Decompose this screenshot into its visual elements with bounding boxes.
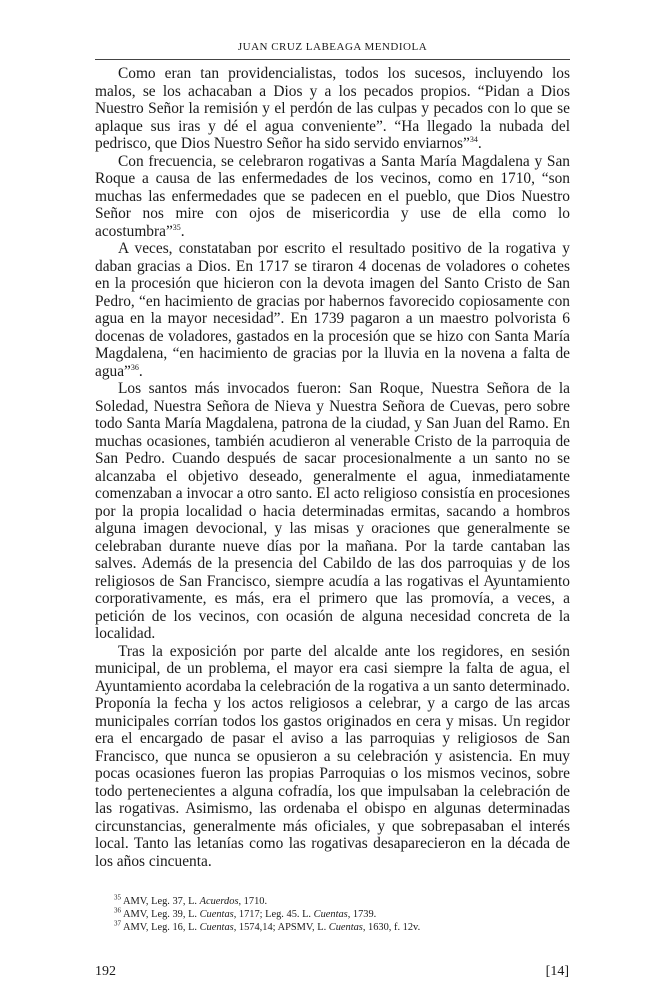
paragraph-text: A veces, constataban por escrito el resultado positivo de la rogativa y daban gracias a Dios. En 1717 se tiraron 4 docenas de voladores o cohetes en la procesión que hicieron con la devota imagen del Santo Cristo de San Pedro, “en hacimiento de gracias por habernos favorecido copiosamente con agua en la mayor necesidad”. En 1739 pagaron a un maestro polvorista 6 docenas de voladores, gastados en la procesión que se hizo con Santa María Magdalena, “en hacimiento de gracias por la lluvia en la novena a falta de agua” bbox=[95, 240, 570, 380]
paragraph-text: Tras la exposición por parte del alcalde ante los regidores, en sesión municipal, de un problema, el mayor era casi siempre la falta de agua, el Ayuntamiento acordaba la celebración de la rogativa a un santo determinado. Proponía la fecha y los actos religiosos a celebrar, y a cargo de las arcas municipales corrían todos los gastos originados en cera y misas. Un regidor era el encargado de pasar el aviso a las parroquias y religiosos de San Francisco, que nunca se opusieron a su celebración y asistencia. En muy pocas ocasiones fueron las propias Parroquias o los mismos vecinos, sobre todo pertenecientes a alguna cofradía, los que impulsaban la celebración de las rogativas. Asimismo, las ordenaba el obispo en algunas determinadas circunstancias, generalmente más oficiales, y que sobrepasaban el interés local. Tanto las letanías como las rogativas desaparecieron en la década de los años cincuenta. bbox=[95, 642, 570, 870]
paragraph bbox=[95, 643, 570, 871]
page-bracket: [14] bbox=[545, 964, 569, 979]
note-ref: 34 bbox=[469, 134, 478, 144]
page-number: 192 bbox=[95, 964, 116, 979]
footnote-italic: Cuentas bbox=[313, 909, 348, 921]
footnote bbox=[95, 895, 570, 908]
note-ref: 36 bbox=[130, 362, 139, 372]
footnote-italic: Acuerdos bbox=[199, 896, 239, 907]
paragraph-text: Los santos más invocados fueron: San Roque, Nuestra Señora de la Soledad, Nuestra Señora de Nieva y Nuestra Señora de Cuevas, pero sobre todo Santa María Magdalena, patrona de la ciudad, y San Juan del Ramo. En muchas ocasiones, también acudieron al venerable Cristo de la parroquia de San Pedro. Cuando después de sacar procesionalmente a un santo no se alcanzaba el objetivo deseado, generalmente el agua, inmediatamente comenzaban a invocar a otro santo. El acto religioso consistía en procesiones por la propia localidad o hacia determinadas ermitas, sacando a hombros alguna imagen devocional, y las misas y oraciones que generalmente se celebraban durante nueve días por la mañana. Por la tarde cantaban las salves. Además de la presencia del Cabildo de las dos parroquias y de los religiosos de San Francisco, siempre acudía a las rogativas el Ayuntamiento corporativamente, es más, era el primero que las promovía, a veces, a petición de los vecinos, con ocasión de alguna necesidad concreta de la localidad. bbox=[95, 380, 570, 642]
paragraph-text: Con frecuencia, se celebraron rogativas a Santa María Magdalena y San Roque a causa de las enfermedades de los vecinos, como en 1710, “son muchas las enfermedades que se padecen en el pueblo, que Dios Nuestro Señor nos mire con ojos de misericordia y use de ella como lo acostumbra” bbox=[95, 152, 570, 240]
footnote-text: AMV, Leg. 39, L. bbox=[123, 909, 200, 921]
footnote-text: , 1574,14; APSMV, L. bbox=[233, 922, 329, 934]
footnote-number: 35 bbox=[114, 893, 121, 902]
paragraph bbox=[95, 380, 570, 643]
footnote-text: AMV, Leg. 37, L. bbox=[123, 896, 200, 907]
footnote-italic: Cuentas bbox=[328, 922, 363, 934]
footnote-italic: Cuentas bbox=[199, 922, 234, 934]
paragraph: Con frecuencia, se celebraron rogativas a Santa María Magdalena y San Roque a causa de las enfermedades de los vecinos, como en 1710, “son muchas las enfermedades que se padecen en el pueblo, que Dios Nuestro Señor nos mire con ojos de misericordia y use de ella como lo acostumbra”$^{35}$. bbox=[95, 152, 570, 240]
paragraph: Como eran tan providencialistas, todos los sucesos, incluyendo los malos, se los achacaban a Dios y a los pecados propios. “Pidan a Dios Nuestro Señor la remisión y el perdón de las culpas y pecados con lo que se aplaque sus iras y dé el agua conveniente”. “Ha llegado la nubada del pedrisco, que Dios Nuestro Señor ha sido servido enviarnos”$^{34}$. bbox=[95, 65, 570, 152]
footnote bbox=[95, 908, 570, 921]
header-rule bbox=[95, 59, 570, 60]
paragraph-text: Como eran tan providencialistas, todos los sucesos, incluyendo los malos, se los achacaban a Dios y a los pecados propios. “Pidan a Dios Nuestro Señor la remisión y el perdón de las culpas y pecados con lo que se aplaque sus iras y dé el agua conveniente”. “Ha llegado la nubada del pedrisco, que Dios Nuestro Señor ha sido servido enviarnos” bbox=[95, 65, 570, 152]
body-text bbox=[95, 65, 570, 870]
footnote-text: , 1739. bbox=[347, 909, 377, 921]
footnote-text: , 1630, f. 12v. bbox=[362, 922, 421, 934]
paragraph: A veces, constataban por escrito el resultado positivo de la rogativa y daban gracias a Dios. En 1717 se tiraron 4 docenas de voladores o cohetes en la procesión que hicieron con la devota imagen del Santo Cristo de San Pedro, “en hacimiento de gracias por habernos favorecido copiosamente con agua en la mayor necesidad”. En 1739 pagaron a un maestro polvorista 6 docenas de voladores, gastados en la procesión que se hizo con Santa María Magdalena, “en hacimiento de gracias por la lluvia en la novena a falta de agua”$^{36}$. bbox=[95, 240, 570, 380]
footnote-text: AMV, Leg. 16, L. bbox=[123, 922, 200, 934]
footnote-text: , 1717; Leg. 45. L. bbox=[233, 909, 314, 921]
footnote-number: 36 bbox=[114, 906, 121, 915]
footnote-italic: Cuentas bbox=[199, 909, 234, 921]
footnotes bbox=[95, 895, 570, 935]
footnote-text: , 1710. bbox=[238, 896, 268, 907]
footnote bbox=[95, 921, 570, 934]
footnote-number: 37 bbox=[114, 919, 121, 928]
note-ref: 35 bbox=[172, 222, 181, 232]
running-header: JUAN CRUZ LABEAGA MENDIOLA bbox=[237, 41, 428, 53]
